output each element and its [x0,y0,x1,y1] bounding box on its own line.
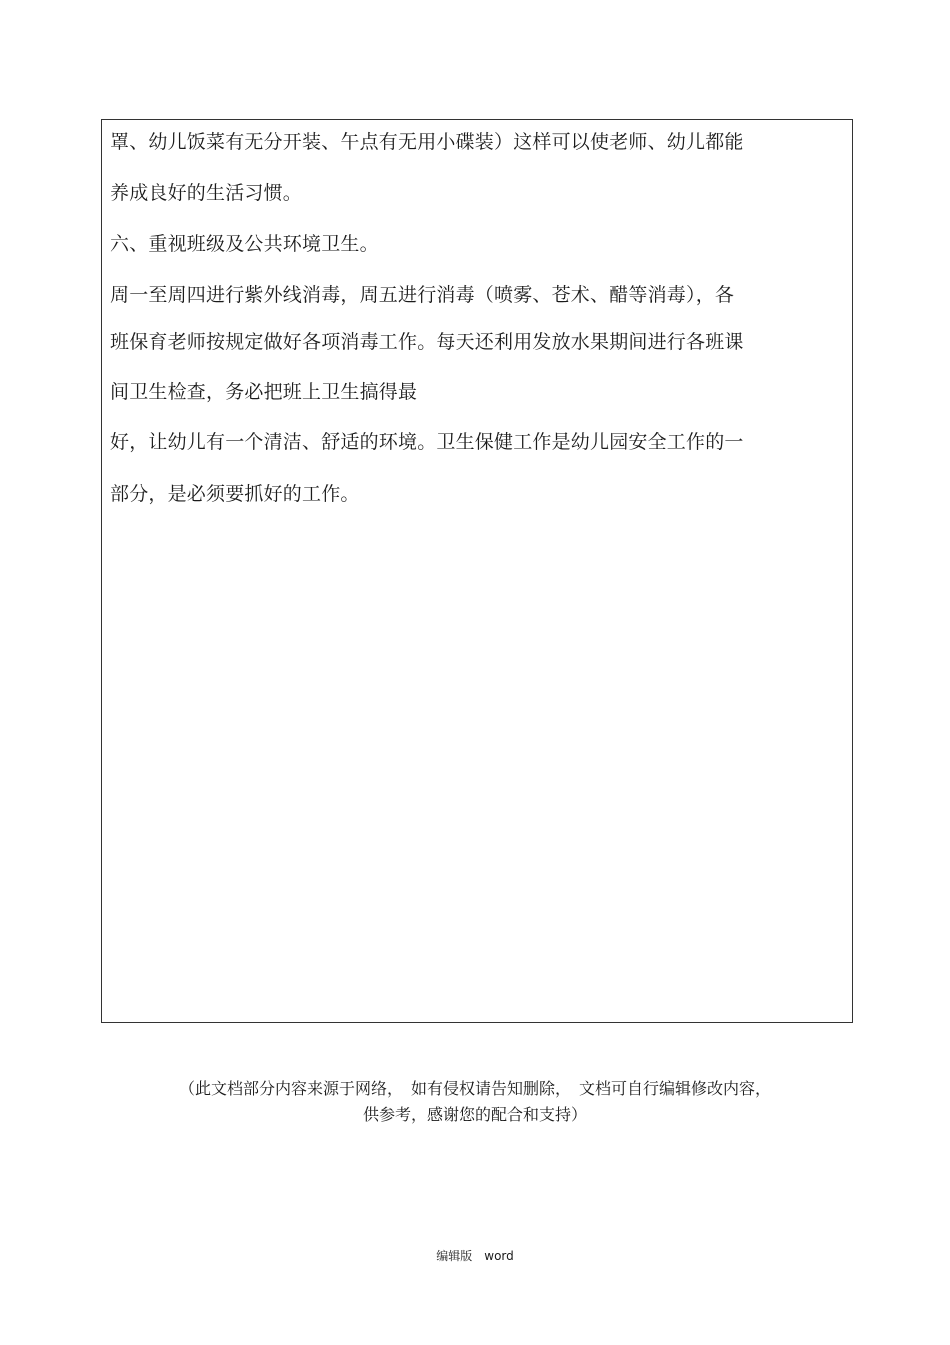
paragraph-line: 部分，是必须要抓好的工作。 [110,483,360,505]
paragraph-line: 罩、幼儿饭菜有无分开装、午点有无用小碟装）这样可以使老师、幼儿都能 [110,131,744,153]
page-footer-label: 编辑版 word [436,1249,514,1263]
document-content-box [101,119,853,1023]
disclaimer-line-1: （此文档部分内容来源于网络， 如有侵权请告知删除， 文档可自行编辑修改内容， [178,1079,771,1098]
section-heading: 六、重视班级及公共环境卫生。 [110,233,379,255]
disclaimer-line-2: 供参考，感谢您的配合和支持） [362,1105,587,1124]
paragraph-line: 好，让幼儿有一个清洁、舒适的环境。卫生保健工作是幼儿园安全工作的一 [110,431,744,453]
paragraph-line: 养成良好的生活习惯。 [110,182,303,204]
paragraph-line: 周一至周四进行紫外线消毒，周五进行消毒（喷雾、苍术、醋等消毒），各 [110,284,735,306]
paragraph-line: 班保育老师按规定做好各项消毒工作。每天还利用发放水果期间进行各班课 [110,331,744,353]
paragraph-line: 间卫生检查，务必把班上卫生搞得最 [110,381,418,403]
